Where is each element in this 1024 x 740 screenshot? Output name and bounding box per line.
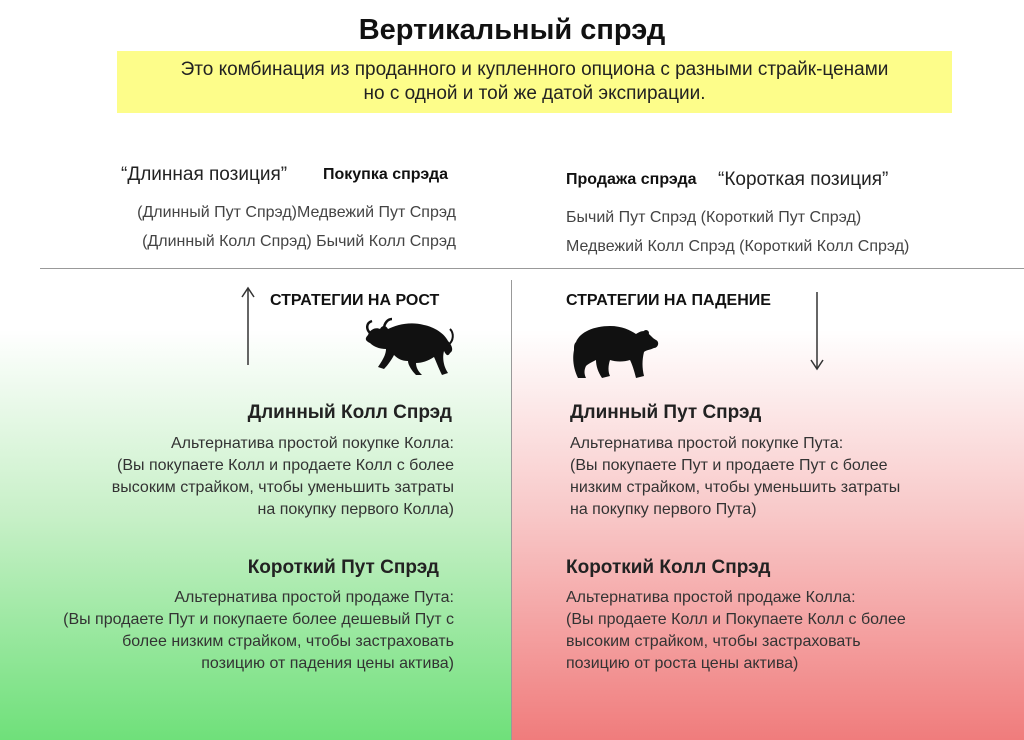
decline-background bbox=[512, 330, 1024, 740]
description-line: высоким страйком, чтобы застраховать bbox=[566, 633, 861, 650]
sell-spread-line-1: Бычий Пут Спрэд (Короткий Пут Спрэд) bbox=[566, 209, 862, 226]
up-arrow-icon bbox=[240, 285, 256, 367]
short-position-quote: “Короткая позиция” bbox=[718, 169, 889, 190]
bear-icon bbox=[566, 320, 660, 380]
description-line: высоким страйком, чтобы уменьшить затраты bbox=[111, 479, 454, 496]
description-line: позицию от роста цены актива) bbox=[566, 655, 799, 672]
description-line: (Вы покупаете Пут и продаете Пут с более bbox=[570, 457, 888, 474]
description-line: (Вы продаете Пут и покупаете более дешевый Пут с bbox=[63, 611, 454, 628]
description-line: позицию от падения цены актива) bbox=[201, 655, 454, 672]
buy-spread-line-1: (Длинный Пут Спрэд)Медвежий Пут Спрэд bbox=[137, 204, 456, 221]
description-line: Альтернатива простой покупке Пута: bbox=[570, 435, 844, 452]
buy-spread-label: Покупка спрэда bbox=[323, 166, 448, 183]
definition-line-2: но с одной и той же датой экспирации. bbox=[363, 83, 706, 104]
description-line: (Вы покупаете Колл и продаете Колл с более bbox=[117, 457, 454, 474]
long-position-quote: “Длинная позиция” bbox=[121, 164, 288, 185]
definition-box bbox=[117, 51, 952, 113]
description-line: Альтернатива простой покупке Колла: bbox=[170, 435, 454, 452]
short-call-spread-description bbox=[566, 587, 906, 675]
down-arrow-icon bbox=[809, 290, 825, 372]
buy-spread-line-2: (Длинный Колл Спрэд) Бычий Колл Спрэд bbox=[142, 233, 456, 250]
description-line: Альтернатива простой продаже Колла: bbox=[566, 589, 856, 606]
decline-heading: СТРАТЕГИИ НА ПАДЕНИЕ bbox=[566, 292, 771, 309]
bull-icon bbox=[362, 315, 456, 377]
description-line: более низким страйком, чтобы застраховать bbox=[122, 633, 454, 650]
sell-spread-label: Продажа спрэда bbox=[566, 171, 697, 188]
long-put-spread-description bbox=[570, 433, 900, 521]
page-title: Вертикальный спрэд bbox=[358, 14, 666, 46]
vertical-divider bbox=[511, 280, 512, 740]
horizontal-divider bbox=[40, 268, 1024, 269]
description-line: (Вы продаете Колл и Покупаете Колл с более bbox=[566, 611, 906, 628]
description-line: на покупку первого Колла) bbox=[257, 501, 454, 518]
short-call-spread-title: Короткий Колл Спрэд bbox=[566, 557, 771, 578]
sell-spread-line-2: Медвежий Колл Спрэд (Короткий Колл Спрэд) bbox=[566, 238, 910, 255]
growth-heading: СТРАТЕГИИ НА РОСТ bbox=[270, 292, 440, 309]
long-put-spread-title: Длинный Пут Спрэд bbox=[570, 402, 762, 423]
short-put-spread-description bbox=[63, 587, 454, 675]
growth-background bbox=[0, 330, 512, 740]
description-line: на покупку первого Пута) bbox=[570, 501, 757, 518]
definition-line-1: Это комбинация из проданного и купленного опциона с разными страйк-ценами bbox=[180, 59, 889, 80]
long-call-spread-title: Длинный Колл Спрэд bbox=[247, 402, 452, 423]
description-line: Альтернатива простой продаже Пута: bbox=[174, 589, 454, 606]
short-put-spread-title: Короткий Пут Спрэд bbox=[247, 557, 439, 578]
description-line: низким страйком, чтобы уменьшить затраты bbox=[570, 479, 901, 496]
long-call-spread-description bbox=[112, 433, 454, 521]
